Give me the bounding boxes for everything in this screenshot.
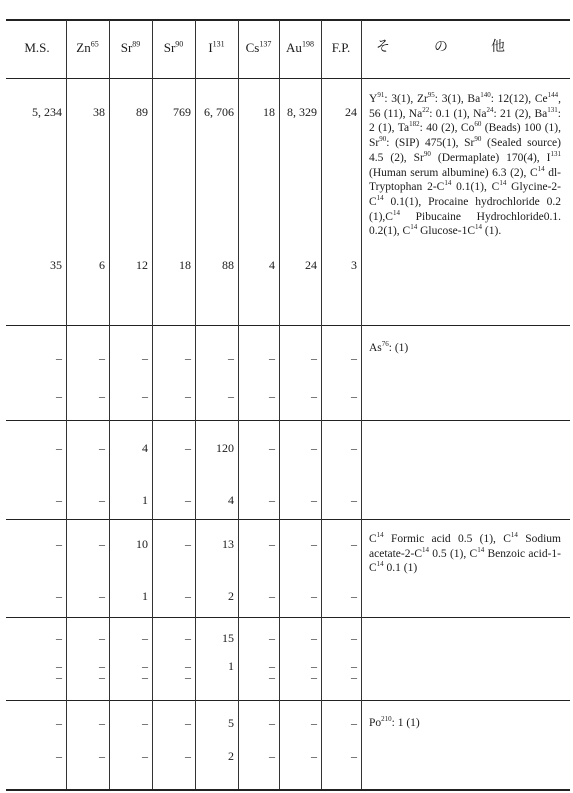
notes-cell: Po$^{210}$: 1 (1) xyxy=(369,715,420,729)
empty-cell-dash: – xyxy=(56,493,62,507)
row-divider xyxy=(6,420,570,421)
empty-cell-dash: – xyxy=(56,351,62,365)
empty-cell-dash: – xyxy=(351,716,357,730)
empty-cell-dash: – xyxy=(311,670,317,684)
column-divider xyxy=(195,20,196,789)
empty-cell-dash: – xyxy=(99,441,105,455)
cell-i131: 2 xyxy=(228,589,234,603)
cell-sr89: 10 xyxy=(136,537,148,551)
table-top-rule xyxy=(6,19,570,21)
empty-cell-dash: – xyxy=(269,659,275,673)
empty-cell-dash: – xyxy=(142,749,148,763)
empty-cell-dash: – xyxy=(185,389,191,403)
cell-i131: 6, 706 xyxy=(204,105,234,119)
empty-cell-dash: – xyxy=(56,589,62,603)
empty-cell-dash: – xyxy=(185,659,191,673)
notes-cell: $Y^{91}$: 3(1), Zr$^{95}$: 3(1), Ba$^{140}$: 12(12), Ce$^{144}$, 56 (11), Na$^{22}$: 0.1 (1), Na$^{24}$: 21 (2), Ba$^{131}$: 2 (1), Ta$^{182}$: 40 (2), Co$^{60}$ (Beads) 100 (1), Sr$^{90}$: (SIP) 475(1), Sr$^{90}$ (Sealed source) 4.5 (2), Sr$^{90}$ (Dermaplate) 170(4), $I^{131}$ (Human serum albumine) 6.3 (2), $C^{14}$ dl-Tryptophan $2-C^{14}$ 0.1(1), $C^{14}$ Glycine-$2-C^{14}$ 0.1(1), Procaine hydrochloride 0.2 $(1),C^{14}$ Pibucaine Hydrochloride0.1. 0.2(1), $C^{14}$ Glucose-$1C^{14}$ (1). xyxy=(369,91,561,238)
empty-cell-dash: – xyxy=(99,659,105,673)
empty-cell-dash: – xyxy=(142,659,148,673)
empty-cell-dash: – xyxy=(311,493,317,507)
empty-cell-dash: – xyxy=(351,493,357,507)
empty-cell-dash: – xyxy=(351,589,357,603)
empty-cell-dash: – xyxy=(269,351,275,365)
empty-cell-dash: – xyxy=(56,670,62,684)
header-au198: Au$^{198}$ xyxy=(286,39,314,55)
cell-sr89: 1 xyxy=(142,493,148,507)
cell-i131: 5 xyxy=(228,716,234,730)
empty-cell-dash: – xyxy=(56,441,62,455)
empty-cell-dash: – xyxy=(185,351,191,365)
empty-cell-dash: – xyxy=(99,749,105,763)
cell-fp: 24 xyxy=(345,105,357,119)
row-divider xyxy=(6,617,570,618)
empty-cell-dash: – xyxy=(351,537,357,551)
empty-cell-dash: – xyxy=(311,716,317,730)
cell-sr89: 89 xyxy=(136,105,148,119)
empty-cell-dash: – xyxy=(351,389,357,403)
empty-cell-dash: – xyxy=(99,670,105,684)
empty-cell-dash: – xyxy=(99,716,105,730)
cell-i131: 120 xyxy=(216,441,234,455)
empty-cell-dash: – xyxy=(56,631,62,645)
empty-cell-dash: – xyxy=(351,351,357,365)
empty-cell-dash: – xyxy=(99,589,105,603)
empty-cell-dash: – xyxy=(311,351,317,365)
header-fp: F.P. xyxy=(331,40,351,55)
header-i131: $I^{131}$ xyxy=(208,39,225,55)
empty-cell-dash: – xyxy=(56,749,62,763)
header-sr90: Sr$^{90}$ xyxy=(163,39,184,55)
empty-cell-dash: – xyxy=(228,389,234,403)
cell-cs137: 18 xyxy=(263,105,275,119)
empty-cell-dash: – xyxy=(311,589,317,603)
cell-sr89: 4 xyxy=(142,441,148,455)
empty-cell-dash: – xyxy=(351,749,357,763)
empty-cell-dash: – xyxy=(351,631,357,645)
header-cs137: Cs$^{137}$ xyxy=(245,39,272,55)
header-others-char: 他 xyxy=(491,40,505,55)
empty-cell-dash: – xyxy=(311,659,317,673)
cell-i131: 4 xyxy=(228,493,234,507)
empty-cell-dash: – xyxy=(311,631,317,645)
empty-cell-dash: – xyxy=(351,670,357,684)
empty-cell-dash: – xyxy=(185,716,191,730)
empty-cell-dash: – xyxy=(269,716,275,730)
cell-au198: 8, 329 xyxy=(287,105,317,119)
cell-fp: 3 xyxy=(351,258,357,272)
cell-cs137: 4 xyxy=(269,258,275,272)
cell-sr89: 1 xyxy=(142,589,148,603)
empty-cell-dash: – xyxy=(185,749,191,763)
cell-zn: 38 xyxy=(93,105,105,119)
empty-cell-dash: – xyxy=(228,351,234,365)
empty-cell-dash: – xyxy=(269,441,275,455)
cell-ms: 35 xyxy=(50,258,62,272)
cell-au198: 24 xyxy=(305,258,317,272)
empty-cell-dash: – xyxy=(269,749,275,763)
empty-cell-dash: – xyxy=(99,537,105,551)
empty-cell-dash: – xyxy=(269,589,275,603)
empty-cell-dash: – xyxy=(99,389,105,403)
row-divider xyxy=(6,519,570,520)
column-divider xyxy=(361,20,362,789)
header-zn: Zn$^{65}$ xyxy=(76,39,99,55)
cell-i131: 1 xyxy=(228,659,234,673)
empty-cell-dash: – xyxy=(269,537,275,551)
empty-cell-dash: – xyxy=(142,389,148,403)
notes-cell: As$^{76}$: (1) xyxy=(369,340,409,354)
empty-cell-dash: – xyxy=(311,749,317,763)
empty-cell-dash: – xyxy=(56,659,62,673)
empty-cell-dash: – xyxy=(142,716,148,730)
cell-sr90: 769 xyxy=(173,105,191,119)
empty-cell-dash: – xyxy=(56,537,62,551)
row-divider xyxy=(6,700,570,701)
header-others-char: の xyxy=(434,40,448,55)
row-divider xyxy=(6,325,570,326)
empty-cell-dash: – xyxy=(56,389,62,403)
cell-ms: 5, 234 xyxy=(32,105,62,119)
cell-i131: 2 xyxy=(228,749,234,763)
cell-sr90: 18 xyxy=(179,258,191,272)
empty-cell-dash: – xyxy=(311,537,317,551)
empty-cell-dash: – xyxy=(185,493,191,507)
empty-cell-dash: – xyxy=(142,351,148,365)
cell-i131: 88 xyxy=(222,258,234,272)
empty-cell-dash: – xyxy=(142,670,148,684)
header-others-char: そ xyxy=(376,40,390,55)
empty-cell-dash: – xyxy=(185,589,191,603)
empty-cell-dash: – xyxy=(142,631,148,645)
empty-cell-dash: – xyxy=(56,716,62,730)
empty-cell-dash: – xyxy=(269,389,275,403)
empty-cell-dash: – xyxy=(99,631,105,645)
empty-cell-dash: – xyxy=(311,389,317,403)
table-bottom-rule xyxy=(6,789,570,791)
empty-cell-dash: – xyxy=(185,670,191,684)
header-ms: M.S. xyxy=(24,40,50,55)
empty-cell-dash: – xyxy=(351,441,357,455)
cell-zn: 6 xyxy=(99,258,105,272)
empty-cell-dash: – xyxy=(99,493,105,507)
empty-cell-dash: – xyxy=(269,631,275,645)
cell-i131: 15 xyxy=(222,631,234,645)
header-rule xyxy=(6,78,570,79)
empty-cell-dash: – xyxy=(311,441,317,455)
empty-cell-dash: – xyxy=(185,441,191,455)
empty-cell-dash: – xyxy=(269,670,275,684)
empty-cell-dash: – xyxy=(185,537,191,551)
cell-sr89: 12 xyxy=(136,258,148,272)
header-sr89: Sr$^{89}$ xyxy=(120,39,141,55)
empty-cell-dash: – xyxy=(99,351,105,365)
empty-cell-dash: – xyxy=(351,659,357,673)
notes-cell: $C^{14}$ Formic acid 0.5 (1), $C^{14}$ Sodium acetate-$2-C^{14}$ 0.5 (1), $C^{14}$ Benzoic acid-$1-C^{14}$ 0.1 (1) xyxy=(369,531,561,575)
empty-cell-dash: – xyxy=(269,493,275,507)
cell-i131: 13 xyxy=(222,537,234,551)
empty-cell-dash: – xyxy=(185,631,191,645)
